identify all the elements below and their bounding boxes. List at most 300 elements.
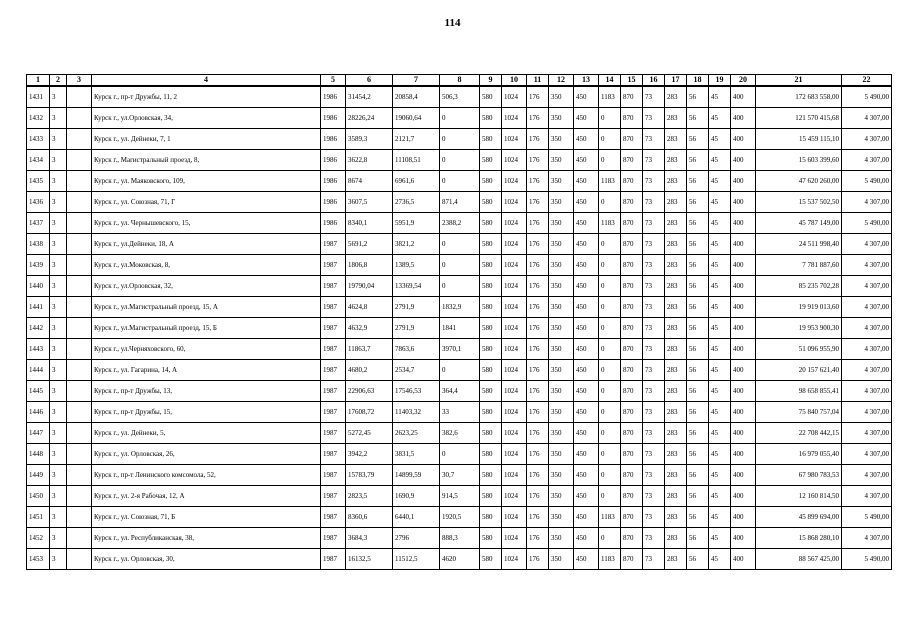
table-cell-col-7: 2736,5 — [393, 192, 440, 213]
table-cell-col-16: 73 — [643, 255, 665, 276]
table-cell-col-3 — [67, 192, 92, 213]
table-cell-col-9: 580 — [480, 528, 502, 549]
table-cell-col-4: Курск г., пр-т Ленинского комсомола, 52, — [92, 465, 321, 486]
table-cell-col-12: 350 — [549, 444, 574, 465]
table-cell-col-13: 450 — [574, 234, 599, 255]
table-cell-col-15: 870 — [621, 444, 643, 465]
table-cell-col-9: 580 — [480, 234, 502, 255]
table-cell-col-18: 56 — [687, 86, 709, 108]
table-cell-col-16: 73 — [643, 318, 665, 339]
table-row — [27, 381, 892, 402]
table-cell-col-13: 450 — [574, 192, 599, 213]
table-cell-col-13: 450 — [574, 402, 599, 423]
table-cell-col-2: 3 — [50, 129, 67, 150]
page-number: 114 — [444, 17, 461, 29]
table-cell-col-7: 6440,1 — [393, 507, 440, 528]
table-cell-col-17: 283 — [665, 360, 687, 381]
table-cell-col-20: 400 — [731, 213, 756, 234]
table-cell-col-21: 75 840 757,04 — [756, 402, 842, 423]
table-cell-col-21: 12 160 814,50 — [756, 486, 842, 507]
table-cell-col-17: 283 — [665, 150, 687, 171]
table-cell-col-7: 2791,9 — [393, 297, 440, 318]
column-header-17: 17 — [665, 75, 687, 87]
table-cell-col-17: 283 — [665, 86, 687, 108]
table-cell-col-7: 7863,6 — [393, 339, 440, 360]
table-cell-col-8: 914,5 — [440, 486, 480, 507]
table-cell-col-19: 45 — [709, 213, 731, 234]
column-header-9: 9 — [480, 75, 502, 87]
table-cell-col-4: Курск г., ул. Дейнеки, 7, 1 — [92, 129, 321, 150]
table-cell-col-20: 400 — [731, 150, 756, 171]
table-cell-col-3 — [67, 381, 92, 402]
table-row — [27, 276, 892, 297]
table-cell-col-18: 56 — [687, 507, 709, 528]
table-cell-col-6: 22906,63 — [346, 381, 393, 402]
table-cell-col-1: 1440 — [27, 276, 50, 297]
table-cell-col-19: 45 — [709, 402, 731, 423]
table-row — [27, 213, 892, 234]
table-cell-col-13: 450 — [574, 129, 599, 150]
table-cell-col-15: 870 — [621, 192, 643, 213]
table-cell-col-6: 8674 — [346, 171, 393, 192]
table-cell-col-5: 1986 — [321, 213, 346, 234]
table-cell-col-13: 450 — [574, 276, 599, 297]
table-cell-col-20: 400 — [731, 171, 756, 192]
table-cell-col-13: 450 — [574, 381, 599, 402]
table-cell-col-18: 56 — [687, 150, 709, 171]
table-cell-col-11: 176 — [527, 444, 549, 465]
column-header-3: 3 — [67, 75, 92, 87]
table-cell-col-4: Курск г., ул. Союзная, 71, Г — [92, 192, 321, 213]
table-cell-col-16: 73 — [643, 108, 665, 129]
table-cell-col-18: 56 — [687, 276, 709, 297]
table-cell-col-12: 350 — [549, 213, 574, 234]
table-cell-col-18: 56 — [687, 318, 709, 339]
table-cell-col-9: 580 — [480, 486, 502, 507]
table-row — [27, 339, 892, 360]
table-cell-col-1: 1436 — [27, 192, 50, 213]
table-cell-col-8: 0 — [440, 150, 480, 171]
table-cell-col-14: 0 — [599, 150, 621, 171]
table-cell-col-7: 17546,53 — [393, 381, 440, 402]
table-cell-col-20: 400 — [731, 465, 756, 486]
table-cell-col-6: 16132,5 — [346, 549, 393, 570]
table-cell-col-14: 1183 — [599, 507, 621, 528]
table-cell-col-15: 870 — [621, 318, 643, 339]
table-cell-col-21: 88 567 425,00 — [756, 549, 842, 570]
table-cell-col-12: 350 — [549, 528, 574, 549]
table-cell-col-5: 1987 — [321, 276, 346, 297]
table-cell-col-10: 1024 — [502, 171, 527, 192]
table-cell-col-10: 1024 — [502, 507, 527, 528]
column-header-1: 1 — [27, 75, 50, 87]
table-cell-col-15: 870 — [621, 423, 643, 444]
table-cell-col-2: 3 — [50, 549, 67, 570]
table-cell-col-22: 4 307,00 — [842, 528, 892, 549]
table-cell-col-21: 15 459 115,10 — [756, 129, 842, 150]
table-cell-col-8: 4620 — [440, 549, 480, 570]
table-cell-col-13: 450 — [574, 486, 599, 507]
table-cell-col-10: 1024 — [502, 150, 527, 171]
table-cell-col-21: 7 781 887,60 — [756, 255, 842, 276]
table-cell-col-11: 176 — [527, 192, 549, 213]
column-header-16: 16 — [643, 75, 665, 87]
table-cell-col-22: 4 307,00 — [842, 255, 892, 276]
table-cell-col-11: 176 — [527, 486, 549, 507]
table-cell-col-11: 176 — [527, 255, 549, 276]
table-cell-col-22: 4 307,00 — [842, 360, 892, 381]
table-cell-col-17: 283 — [665, 465, 687, 486]
table-cell-col-1: 1447 — [27, 423, 50, 444]
table-cell-col-17: 283 — [665, 297, 687, 318]
table-cell-col-5: 1987 — [321, 507, 346, 528]
table-cell-col-6: 3622,8 — [346, 150, 393, 171]
table-cell-col-21: 45 899 694,00 — [756, 507, 842, 528]
table-cell-col-2: 3 — [50, 276, 67, 297]
table-cell-col-13: 450 — [574, 108, 599, 129]
table-cell-col-15: 870 — [621, 381, 643, 402]
table-cell-col-10: 1024 — [502, 276, 527, 297]
table-cell-col-20: 400 — [731, 507, 756, 528]
table-cell-col-9: 580 — [480, 423, 502, 444]
table-cell-col-7: 2534,7 — [393, 360, 440, 381]
column-header-20: 20 — [731, 75, 756, 87]
column-header-8: 8 — [440, 75, 480, 87]
table-cell-col-11: 176 — [527, 339, 549, 360]
table-cell-col-6: 31454,2 — [346, 86, 393, 108]
table-cell-col-20: 400 — [731, 234, 756, 255]
table-cell-col-19: 45 — [709, 150, 731, 171]
table-cell-col-5: 1987 — [321, 381, 346, 402]
table-cell-col-3 — [67, 444, 92, 465]
table-cell-col-3 — [67, 213, 92, 234]
table-cell-col-14: 0 — [599, 339, 621, 360]
table-cell-col-20: 400 — [731, 549, 756, 570]
table-cell-col-14: 0 — [599, 402, 621, 423]
table-cell-col-3 — [67, 234, 92, 255]
table-cell-col-2: 3 — [50, 339, 67, 360]
table-cell-col-9: 580 — [480, 108, 502, 129]
table-cell-col-5: 1987 — [321, 297, 346, 318]
table-cell-col-22: 4 307,00 — [842, 444, 892, 465]
table-cell-col-1: 1434 — [27, 150, 50, 171]
table-cell-col-15: 870 — [621, 108, 643, 129]
table-cell-col-6: 4624,8 — [346, 297, 393, 318]
table-cell-col-17: 283 — [665, 276, 687, 297]
table-cell-col-2: 3 — [50, 318, 67, 339]
table-cell-col-14: 1183 — [599, 86, 621, 108]
table-cell-col-9: 580 — [480, 171, 502, 192]
table-cell-col-22: 4 307,00 — [842, 276, 892, 297]
table-cell-col-3 — [67, 171, 92, 192]
table-cell-col-18: 56 — [687, 129, 709, 150]
table-cell-col-10: 1024 — [502, 423, 527, 444]
table-cell-col-16: 73 — [643, 507, 665, 528]
table-cell-col-1: 1432 — [27, 108, 50, 129]
table-cell-col-16: 73 — [643, 549, 665, 570]
table-cell-col-13: 450 — [574, 171, 599, 192]
table-cell-col-2: 3 — [50, 465, 67, 486]
table-cell-col-3 — [67, 297, 92, 318]
table-cell-col-21: 15 537 502,50 — [756, 192, 842, 213]
table-cell-col-5: 1986 — [321, 129, 346, 150]
table-row — [27, 465, 892, 486]
table-cell-col-19: 45 — [709, 192, 731, 213]
table-cell-col-17: 283 — [665, 171, 687, 192]
table-cell-col-10: 1024 — [502, 549, 527, 570]
table-cell-col-1: 1451 — [27, 507, 50, 528]
table-cell-col-20: 400 — [731, 297, 756, 318]
table-cell-col-9: 580 — [480, 86, 502, 108]
table-cell-col-9: 580 — [480, 549, 502, 570]
table-cell-col-14: 0 — [599, 318, 621, 339]
table-cell-col-18: 56 — [687, 255, 709, 276]
table-cell-col-2: 3 — [50, 150, 67, 171]
table-cell-col-5: 1986 — [321, 150, 346, 171]
table-cell-col-13: 450 — [574, 465, 599, 486]
table-cell-col-14: 0 — [599, 444, 621, 465]
table-cell-col-20: 400 — [731, 486, 756, 507]
table-cell-col-12: 350 — [549, 150, 574, 171]
table-cell-col-13: 450 — [574, 507, 599, 528]
table-cell-col-14: 0 — [599, 360, 621, 381]
table-cell-col-4: Курск г., ул. Союзная, 71, Б — [92, 507, 321, 528]
table-cell-col-22: 5 490,00 — [842, 549, 892, 570]
table-cell-col-5: 1986 — [321, 171, 346, 192]
table-cell-col-13: 450 — [574, 255, 599, 276]
table-row — [27, 86, 892, 108]
table-cell-col-16: 73 — [643, 486, 665, 507]
table-cell-col-15: 870 — [621, 129, 643, 150]
table-cell-col-1: 1438 — [27, 234, 50, 255]
table-cell-col-8: 0 — [440, 255, 480, 276]
table-cell-col-20: 400 — [731, 360, 756, 381]
table-cell-col-6: 11863,7 — [346, 339, 393, 360]
table-cell-col-6: 1806,8 — [346, 255, 393, 276]
table-cell-col-11: 176 — [527, 507, 549, 528]
register-table — [26, 74, 892, 570]
table-cell-col-13: 450 — [574, 528, 599, 549]
table-cell-col-15: 870 — [621, 528, 643, 549]
table-cell-col-18: 56 — [687, 213, 709, 234]
table-cell-col-19: 45 — [709, 507, 731, 528]
table-cell-col-14: 0 — [599, 528, 621, 549]
table-cell-col-7: 13369,54 — [393, 276, 440, 297]
table-cell-col-22: 4 307,00 — [842, 423, 892, 444]
table-cell-col-19: 45 — [709, 339, 731, 360]
table-cell-col-10: 1024 — [502, 318, 527, 339]
table-cell-col-9: 580 — [480, 402, 502, 423]
table-cell-col-19: 45 — [709, 171, 731, 192]
table-cell-col-1: 1445 — [27, 381, 50, 402]
table-cell-col-20: 400 — [731, 108, 756, 129]
table-cell-col-2: 3 — [50, 86, 67, 108]
table-cell-col-14: 0 — [599, 129, 621, 150]
table-cell-col-6: 8340,1 — [346, 213, 393, 234]
table-cell-col-13: 450 — [574, 150, 599, 171]
table-cell-col-8: 0 — [440, 108, 480, 129]
table-cell-col-22: 4 307,00 — [842, 381, 892, 402]
table-cell-col-12: 350 — [549, 86, 574, 108]
table-cell-col-6: 2823,5 — [346, 486, 393, 507]
table-cell-col-9: 580 — [480, 297, 502, 318]
table-cell-col-20: 400 — [731, 129, 756, 150]
table-cell-col-1: 1449 — [27, 465, 50, 486]
table-cell-col-4: Курск г., ул.Орловская, 32, — [92, 276, 321, 297]
table-cell-col-21: 16 979 055,40 — [756, 444, 842, 465]
table-cell-col-10: 1024 — [502, 255, 527, 276]
table-cell-col-5: 1987 — [321, 549, 346, 570]
table-cell-col-2: 3 — [50, 255, 67, 276]
table-cell-col-4: Курск г., ул. Маяковского, 109, — [92, 171, 321, 192]
table-cell-col-10: 1024 — [502, 86, 527, 108]
table-cell-col-15: 870 — [621, 213, 643, 234]
table-cell-col-6: 8360,6 — [346, 507, 393, 528]
table-cell-col-18: 56 — [687, 108, 709, 129]
table-cell-col-16: 73 — [643, 402, 665, 423]
table-cell-col-7: 2796 — [393, 528, 440, 549]
table-cell-col-3 — [67, 108, 92, 129]
table-cell-col-10: 1024 — [502, 360, 527, 381]
table-cell-col-14: 0 — [599, 486, 621, 507]
table-cell-col-2: 3 — [50, 297, 67, 318]
table-cell-col-5: 1987 — [321, 465, 346, 486]
table-cell-col-5: 1987 — [321, 528, 346, 549]
table-row — [27, 528, 892, 549]
table-cell-col-11: 176 — [527, 297, 549, 318]
table-cell-col-4: Курск г., ул.Магистральный проезд, 15, А — [92, 297, 321, 318]
table-cell-col-21: 19 953 900,30 — [756, 318, 842, 339]
table-cell-col-9: 580 — [480, 213, 502, 234]
table-cell-col-8: 0 — [440, 234, 480, 255]
table-cell-col-11: 176 — [527, 276, 549, 297]
table-cell-col-12: 350 — [549, 318, 574, 339]
table-cell-col-9: 580 — [480, 276, 502, 297]
table-cell-col-10: 1024 — [502, 339, 527, 360]
table-cell-col-4: Курск г., ул.Дейнеки, 18, А — [92, 234, 321, 255]
table-cell-col-21: 121 570 415,68 — [756, 108, 842, 129]
table-cell-col-22: 5 490,00 — [842, 171, 892, 192]
table-cell-col-11: 176 — [527, 381, 549, 402]
table-cell-col-19: 45 — [709, 108, 731, 129]
table-cell-col-14: 0 — [599, 297, 621, 318]
table-cell-col-4: Курск г., ул. Республиканская, 38, — [92, 528, 321, 549]
table-cell-col-8: 1832,9 — [440, 297, 480, 318]
table-cell-col-7: 2791,9 — [393, 318, 440, 339]
table-cell-col-12: 350 — [549, 192, 574, 213]
table-cell-col-4: Курск г., ул. 2-я Рабочая, 12, А — [92, 486, 321, 507]
table-cell-col-21: 19 919 013,60 — [756, 297, 842, 318]
table-cell-col-12: 350 — [549, 360, 574, 381]
table-cell-col-17: 283 — [665, 339, 687, 360]
table-cell-col-4: Курск г., пр-т Дружбы, 15, — [92, 402, 321, 423]
table-cell-col-1: 1452 — [27, 528, 50, 549]
table-cell-col-4: Курск г., ул. Чернышевского, 15, — [92, 213, 321, 234]
column-header-4: 4 — [92, 75, 321, 87]
table-cell-col-1: 1443 — [27, 339, 50, 360]
table-cell-col-5: 1987 — [321, 339, 346, 360]
table-cell-col-18: 56 — [687, 423, 709, 444]
table-cell-col-11: 176 — [527, 549, 549, 570]
table-row — [27, 255, 892, 276]
column-header-14: 14 — [599, 75, 621, 87]
table-cell-col-5: 1987 — [321, 360, 346, 381]
column-header-19: 19 — [709, 75, 731, 87]
table-cell-col-16: 73 — [643, 444, 665, 465]
table-cell-col-4: Курск г., ул.Орловская, 34, — [92, 108, 321, 129]
table-cell-col-16: 73 — [643, 213, 665, 234]
table-cell-col-18: 56 — [687, 528, 709, 549]
table-cell-col-15: 870 — [621, 255, 643, 276]
table-cell-col-14: 0 — [599, 234, 621, 255]
table-row — [27, 318, 892, 339]
table-cell-col-16: 73 — [643, 381, 665, 402]
table-cell-col-8: 1841 — [440, 318, 480, 339]
table-cell-col-2: 3 — [50, 402, 67, 423]
column-header-6: 6 — [346, 75, 393, 87]
table-cell-col-20: 400 — [731, 381, 756, 402]
table-cell-col-19: 45 — [709, 423, 731, 444]
table-cell-col-17: 283 — [665, 402, 687, 423]
table-cell-col-22: 4 307,00 — [842, 318, 892, 339]
table-cell-col-1: 1433 — [27, 129, 50, 150]
table-cell-col-18: 56 — [687, 402, 709, 423]
table-cell-col-16: 73 — [643, 297, 665, 318]
table-cell-col-9: 580 — [480, 507, 502, 528]
table-cell-col-5: 1987 — [321, 255, 346, 276]
table-row — [27, 234, 892, 255]
table-cell-col-6: 4680,2 — [346, 360, 393, 381]
table-cell-col-21: 24 511 998,40 — [756, 234, 842, 255]
table-cell-col-13: 450 — [574, 213, 599, 234]
table-cell-col-15: 870 — [621, 297, 643, 318]
table-cell-col-10: 1024 — [502, 234, 527, 255]
table-cell-col-8: 2388,2 — [440, 213, 480, 234]
table-cell-col-11: 176 — [527, 402, 549, 423]
column-header-7: 7 — [393, 75, 440, 87]
table-cell-col-7: 14899,59 — [393, 465, 440, 486]
table-cell-col-14: 0 — [599, 381, 621, 402]
table-cell-col-4: Курск г., пр-т Дружбы, 13, — [92, 381, 321, 402]
table-cell-col-10: 1024 — [502, 381, 527, 402]
table-cell-col-1: 1437 — [27, 213, 50, 234]
table-cell-col-17: 283 — [665, 486, 687, 507]
table-cell-col-7: 5951,9 — [393, 213, 440, 234]
table-cell-col-21: 51 096 955,90 — [756, 339, 842, 360]
table-cell-col-19: 45 — [709, 318, 731, 339]
table-cell-col-8: 506,3 — [440, 86, 480, 108]
column-header-22: 22 — [842, 75, 892, 87]
table-cell-col-12: 350 — [549, 171, 574, 192]
table-cell-col-15: 870 — [621, 507, 643, 528]
table-cell-col-18: 56 — [687, 192, 709, 213]
table-cell-col-19: 45 — [709, 234, 731, 255]
table-cell-col-16: 73 — [643, 276, 665, 297]
table-cell-col-15: 870 — [621, 465, 643, 486]
table-cell-col-16: 73 — [643, 465, 665, 486]
table-cell-col-11: 176 — [527, 318, 549, 339]
table-cell-col-1: 1450 — [27, 486, 50, 507]
table-cell-col-6: 3684,3 — [346, 528, 393, 549]
column-header-2: 2 — [50, 75, 67, 87]
table-cell-col-11: 176 — [527, 465, 549, 486]
table-cell-col-9: 580 — [480, 255, 502, 276]
table-cell-col-22: 4 307,00 — [842, 234, 892, 255]
table-cell-col-14: 0 — [599, 465, 621, 486]
column-header-15: 15 — [621, 75, 643, 87]
table-cell-col-20: 400 — [731, 276, 756, 297]
table-cell-col-3 — [67, 549, 92, 570]
